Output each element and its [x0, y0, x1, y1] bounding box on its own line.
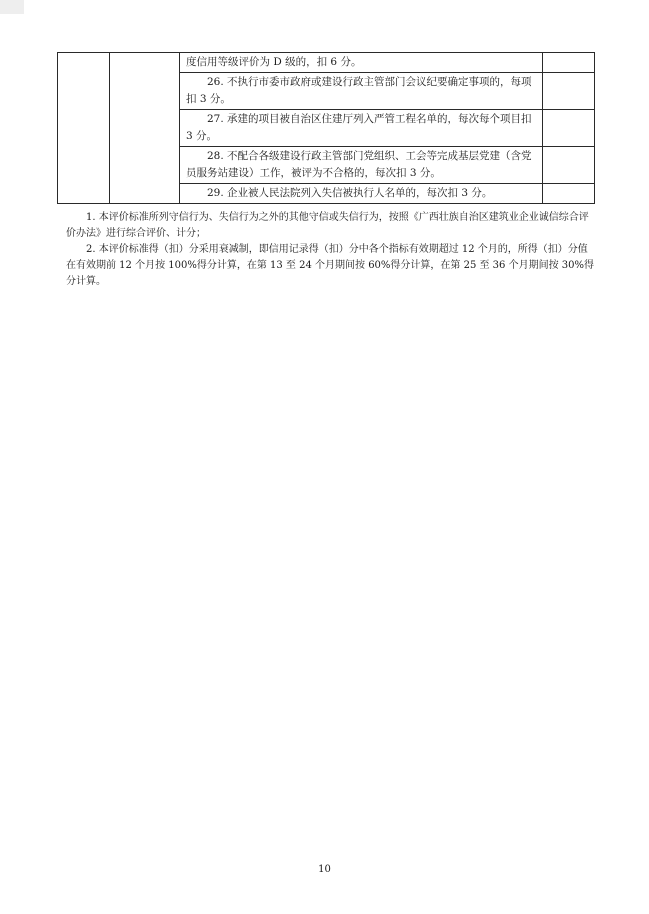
- category-cell: [58, 53, 110, 204]
- table-row: [58, 53, 595, 73]
- score-cell: [543, 110, 595, 147]
- score-cell: [543, 184, 595, 204]
- score-cell: [543, 147, 595, 184]
- score-cell: [543, 53, 595, 73]
- item-cell: [180, 73, 543, 110]
- subcategory-cell: [110, 53, 180, 204]
- item-cell: [180, 53, 543, 73]
- item-cell: [180, 147, 543, 184]
- item-text: 27. 承建的项目被自治区住建厅列入严管工程名单的，每次每个项目扣 3 分。: [186, 113, 532, 142]
- footnote-1: 1. 本评价标准所列守信行为、失信行为之外的其他守信或失信行为，按照《广西壮族自治区建筑业企业诚信综合评价办法》进行综合评价、计分；: [66, 212, 589, 239]
- footnote-2: 2. 本评价标准得（扣）分采用衰减制，即信用记录得（扣）分中各个指标有效期超过 12 个月的，所得（扣）分值在有效期前 12 个月按 100%得分计算，在第 13 至 24 个月期间按 60%得分计算，在第 25 至 36 个月期间按 30%得分计算。: [66, 244, 594, 287]
- item-cell: [180, 184, 543, 204]
- scan-corner-mark: [0, 0, 24, 14]
- footnotes: [66, 210, 596, 290]
- score-cell: [543, 73, 595, 110]
- page-number: 10: [318, 864, 331, 875]
- item-text: 度信用等级评价为 D 级的，扣 6 分。: [186, 56, 362, 68]
- item-text: 29. 企业被人民法院列入失信被执行人名单的，每次扣 3 分。: [207, 187, 493, 199]
- item-text: 28. 不配合各级建设行政主管部门党组织、工会等完成基层党建（含党员服务站建设）工作，被评为不合格的，每次扣 3 分。: [186, 150, 532, 179]
- evaluation-table: [57, 52, 595, 204]
- item-cell: [180, 110, 543, 147]
- item-text: 26. 不执行市委市政府或建设行政主管部门会议纪要确定事项的，每项扣 3 分。: [186, 76, 532, 105]
